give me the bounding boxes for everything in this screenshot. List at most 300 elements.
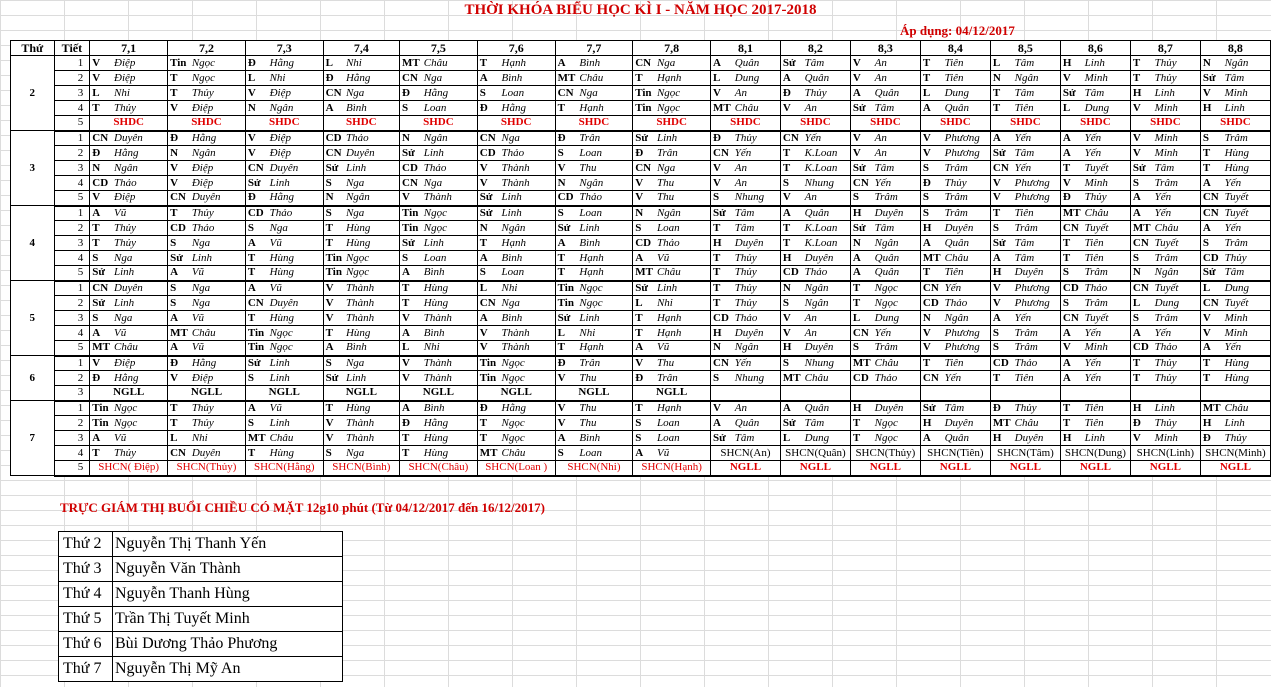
subject-code: V [711,176,733,191]
teacher-name: Duyên [733,326,781,341]
subject-code: N [168,146,190,161]
subject-code: N [920,311,942,326]
teacher-name: Châu [1223,401,1271,416]
subject-code: Đ [245,56,267,71]
teacher-name: Linh [1223,101,1271,116]
teacher-name: Ngọc [655,86,711,101]
teacher-name: Nga [344,206,400,221]
subject-code: Sử [990,236,1012,251]
subject-code: L [245,71,267,86]
subject-code: Sử [850,161,872,176]
teacher-name: Châu [803,371,851,386]
subject-code: V [920,326,942,341]
teacher-name: Ngân [500,221,556,236]
subject-code: V [90,191,112,206]
teacher-name: An [873,56,921,71]
teacher-name: Bình [500,71,556,86]
subject-code: CN [850,326,872,341]
teacher-name: Vũ [112,206,168,221]
period-row [11,371,1271,386]
subject-code: A [780,401,802,416]
subject-code: S [168,296,190,311]
teacher-name: Hùng [344,326,400,341]
teacher-name: Nga [112,251,168,266]
subject-code: L [633,296,655,311]
teacher-name: Tiên [943,266,991,281]
subject-code: V [850,146,872,161]
teacher-name: Điệp [190,176,246,191]
period-number: 3 [54,86,90,101]
teacher-name: Thủy [1083,191,1131,206]
teacher-name: Ngọc [422,221,478,236]
subject-code: A [400,266,422,281]
duty-row [59,607,343,632]
teacher-name: Thảo [655,236,711,251]
subject-code: Đ [168,131,190,146]
class-header: 8,8 [1200,41,1270,56]
teacher-name: Hùng [268,266,324,281]
subject-code: V [400,311,422,326]
subject-code: T [1130,56,1152,71]
teacher-name: Hằng [190,131,246,146]
subject-code: N [1130,266,1152,281]
subject-code: S [555,146,577,161]
teacher-name: Thành [422,311,478,326]
subject-code: N [780,281,802,296]
teacher-name: Phương [943,326,991,341]
teacher-name: Tâm [873,101,921,116]
teacher-name: Ngọc [577,296,632,311]
subject-code: Sử [400,146,422,161]
subject-code: N [850,236,872,251]
subject-code: Sử [555,311,577,326]
period-number: 1 [54,401,90,416]
teacher-name: Thủy [733,131,781,146]
duty-teacher: Nguyễn Thanh Hùng [113,582,343,607]
subject-code: CN [711,146,733,161]
teacher-name: Trân [655,371,711,386]
subject-code: A [323,341,344,356]
activity-cell: NGLL [633,386,711,401]
teacher-name: Thủy [1153,356,1201,371]
teacher-name: Dung [1083,101,1131,116]
teacher-name: Ngân [655,206,711,221]
activity-cell: NGLL [168,386,246,401]
teacher-name: Trâm [873,341,921,356]
period-row [11,461,1271,476]
teacher-name: Duyên [268,296,324,311]
teacher-name: Nga [268,221,324,236]
subject-code: T [245,446,267,461]
subject-code: CN [168,191,190,206]
teacher-name: Châu [1153,221,1201,236]
subject-code: A [633,446,655,461]
teacher-name: Điệp [190,161,246,176]
subject-code: CD [400,161,422,176]
teacher-name: Hùng [344,221,400,236]
subject-code: Sử [1130,161,1152,176]
teacher-name: Thủy [1223,251,1271,266]
teacher-name: An [733,401,781,416]
subject-code: S [1130,251,1152,266]
subject-code: CN [780,131,802,146]
period-row [11,311,1271,326]
teacher-name: Linh [268,416,324,431]
teacher-name: Yến [1083,146,1131,161]
subject-code: V [400,191,422,206]
subject-code: A [1200,341,1222,356]
subject-code: T [90,221,112,236]
teacher-name: Hùng [422,446,478,461]
subject-code: S [990,341,1012,356]
activity-cell: SHDC [1060,116,1130,131]
teacher-name: Thủy [943,176,991,191]
subject-code: CN [323,146,344,161]
duty-row [59,557,343,582]
period-row [11,356,1271,371]
teacher-name: Dung [803,431,851,446]
subject-code: T [90,101,112,116]
teacher-name: Nga [344,356,400,371]
teacher-name: Trân [577,131,632,146]
subject-code: Sử [850,101,872,116]
teacher-name: Tiên [1083,416,1131,431]
teacher-name: An [873,146,921,161]
teacher-name: Duyên [873,206,921,221]
subject-code: T [780,221,802,236]
teacher-name: Quân [803,206,851,221]
subject-code: CD [1130,341,1152,356]
teacher-name: Trâm [1223,236,1271,251]
teacher-name: Duyên [1013,431,1061,446]
day-label: 4 [11,206,55,281]
subject-code: N [711,341,733,356]
teacher-name: Vũ [190,341,246,356]
subject-code: T [990,206,1012,221]
subject-code: T [1060,416,1082,431]
teacher-name: Nhi [500,281,556,296]
teacher-name: Duyên [190,446,246,461]
subject-code: L [1200,281,1222,296]
teacher-name: Ngọc [873,296,921,311]
teacher-name: Loan [655,431,711,446]
teacher-name: Tâm [1223,266,1271,281]
teacher-name: Hùng [344,401,400,416]
subject-code: Tin [633,86,655,101]
period-number: 5 [54,266,90,281]
teacher-name: Vũ [268,236,324,251]
shcn-cell: SHCN(Quân) [780,446,850,461]
subject-code: S [323,446,344,461]
subject-code: S [920,161,942,176]
subject-code: CD [168,221,190,236]
teacher-name: Thảo [873,371,921,386]
subject-code: V [400,356,422,371]
teacher-name: Tuyết [1223,206,1271,221]
teacher-name: Châu [1083,206,1131,221]
shcn-cell: SHCN(Minh) [1200,446,1270,461]
teacher-name: An [803,326,851,341]
subject-code: Sử [90,266,112,281]
subject-code: A [850,251,872,266]
teacher-name: Yến [1153,206,1201,221]
teacher-name: Thành [344,281,400,296]
teacher-name: Thảo [112,176,168,191]
subject-code: V [555,416,577,431]
teacher-name: Hùng [1223,371,1271,386]
teacher-name: Ngọc [500,416,556,431]
subject-code: L [850,311,872,326]
subject-code: S [245,416,267,431]
subject-code: Đ [1060,191,1082,206]
teacher-name: Minh [1083,176,1131,191]
subject-code: Tin [477,356,499,371]
subject-code: T [477,431,499,446]
teacher-name: An [733,161,781,176]
subject-code: CN [920,371,942,386]
subject-code: T [780,146,802,161]
subject-code: Tin [245,341,267,356]
subject-code: T [477,236,499,251]
teacher-name: Châu [733,101,781,116]
shcn-cell: SHCN(Bình) [323,461,399,476]
period-row [11,326,1271,341]
subject-code: MT [1060,206,1082,221]
timetable [10,40,1271,477]
subject-code: T [780,161,802,176]
activity-cell [1060,386,1130,401]
teacher-name: Thủy [733,266,781,281]
subject-code: A [990,311,1012,326]
subject-code: CN [1130,236,1152,251]
subject-code: Đ [168,356,190,371]
subject-code: S [990,326,1012,341]
teacher-name: Dung [733,71,781,86]
subject-code: V [1130,431,1152,446]
subject-code: Sử [920,401,942,416]
teacher-name: Tuyết [1083,311,1131,326]
teacher-name: Minh [1153,146,1201,161]
teacher-name: Nhi [422,341,478,356]
subject-code: V [920,341,942,356]
teacher-name: Vũ [190,311,246,326]
teacher-name: Thành [422,371,478,386]
subject-code: S [555,206,577,221]
activity-cell: NGLL [477,386,555,401]
teacher-name: Thu [655,356,711,371]
subject-code: T [1130,371,1152,386]
subject-code: CN [400,176,422,191]
teacher-name: Hùng [1223,146,1271,161]
subject-code: N [633,206,655,221]
teacher-name: Hằng [190,356,246,371]
teacher-name: Trâm [1153,311,1201,326]
teacher-name: Linh [268,356,324,371]
subject-code: Tin [323,251,344,266]
subject-code: T [245,311,267,326]
teacher-name: Quân [803,71,851,86]
subject-code: MT [168,326,190,341]
teacher-name: Loan [500,266,556,281]
subject-code: V [990,191,1012,206]
teacher-name: Bình [422,326,478,341]
teacher-name: Thủy [733,251,781,266]
subject-code: A [711,56,733,71]
subject-code: Tin [400,206,422,221]
teacher-name: Phương [943,341,991,356]
subject-code: N [1200,56,1222,71]
subject-code: V [633,191,655,206]
teacher-name: Hùng [344,236,400,251]
subject-code: MT [920,251,942,266]
subject-code: A [1060,356,1082,371]
class-header: 7,8 [633,41,711,56]
subject-code: CN [477,296,499,311]
subject-code: H [780,251,802,266]
subject-code: V [323,431,344,446]
subject-code: Sử [400,236,422,251]
teacher-name: Nhung [733,371,781,386]
teacher-name: Tâm [1013,251,1061,266]
subject-code: V [850,56,872,71]
subject-code: Đ [555,131,577,146]
subject-code: T [780,236,802,251]
teacher-name: Bình [500,251,556,266]
activity-cell [850,386,920,401]
subject-code: V [477,341,499,356]
period-row [11,101,1271,116]
subject-code: T [920,56,942,71]
subject-code: A [1060,326,1082,341]
class-header: 8,5 [990,41,1060,56]
teacher-name: Ngọc [873,416,921,431]
period-number: 5 [54,116,90,131]
subject-code: A [780,71,802,86]
period-row [11,116,1271,131]
teacher-name: Nga [500,296,556,311]
teacher-name: Tâm [803,416,851,431]
teacher-name: Linh [268,371,324,386]
subject-code: MT [990,416,1012,431]
period-number: 3 [54,431,90,446]
teacher-name: Yến [733,356,781,371]
subject-code: T [850,296,872,311]
teacher-name: Thủy [112,221,168,236]
period-row [11,281,1271,296]
teacher-name: Trâm [1153,251,1201,266]
teacher-name: Thảo [733,311,781,326]
period-number: 1 [54,206,90,221]
activity-cell: SHDC [477,116,555,131]
teacher-name: Thu [577,401,632,416]
teacher-name: Vũ [112,326,168,341]
duty-row [59,632,343,657]
subject-code: A [1130,206,1152,221]
duty-teacher: Bùi Dương Thảo Phương [113,632,343,657]
period-row [11,386,1271,401]
teacher-name: Ngân [422,131,478,146]
subject-code: Tin [245,326,267,341]
subject-code: A [1130,191,1152,206]
teacher-name: Châu [1013,416,1061,431]
shcn-cell: SHCN(Tâm) [990,446,1060,461]
teacher-name: Ngân [1013,71,1061,86]
page-title: THỜI KHÓA BIỂU HỌC KÌ I - NĂM HỌC 2017-2018 [464,2,817,18]
teacher-name: Ngọc [422,206,478,221]
teacher-name: Minh [1223,86,1271,101]
subject-code: S [633,416,655,431]
subject-code: T [168,206,190,221]
teacher-name: Thảo [803,266,851,281]
subject-code: N [323,191,344,206]
subject-code: S [1060,296,1082,311]
subject-code: S [90,311,112,326]
subject-code: Đ [90,146,112,161]
ngll-cell: NGLL [1200,461,1270,476]
class-header: 8,6 [1060,41,1130,56]
subject-code: A [245,281,267,296]
subject-code: Đ [323,71,344,86]
subject-code: Tin [323,266,344,281]
teacher-name: Trân [577,356,632,371]
teacher-name: Nga [190,281,246,296]
period-row [11,401,1271,416]
subject-code: Đ [400,416,422,431]
subject-code: Đ [90,371,112,386]
subject-code: H [711,236,733,251]
activity-cell: NGLL [323,386,399,401]
teacher-name: Loan [422,101,478,116]
subject-code: A [168,266,190,281]
subject-code: S [323,356,344,371]
teacher-name: Thành [500,341,556,356]
subject-code: Đ [633,146,655,161]
subject-code: S [780,296,802,311]
subject-code: Đ [477,401,499,416]
subject-code: A [850,86,872,101]
subject-code: Sử [850,221,872,236]
shcn-cell: SHCN(Loan ) [477,461,555,476]
teacher-name: Duyên [733,236,781,251]
day-header: Thứ [11,41,55,56]
activity-cell: NGLL [400,386,478,401]
teacher-name: Phương [1013,281,1061,296]
subject-code: V [1130,131,1152,146]
teacher-name: Phương [943,146,991,161]
period-number: 3 [54,386,90,401]
subject-code: Sử [780,56,802,71]
subject-code: CN [555,86,577,101]
teacher-name: Yến [1083,371,1131,386]
teacher-name: K.Loan [803,146,851,161]
teacher-name: Tiên [1083,236,1131,251]
teacher-name: Ngọc [577,281,632,296]
subject-code: V [920,131,942,146]
subject-code: S [1060,266,1082,281]
teacher-name: Thu [577,161,632,176]
teacher-name: Nga [344,86,400,101]
subject-code: CN [1200,206,1222,221]
period-row [11,176,1271,191]
subject-code: L [400,341,422,356]
teacher-name: Trâm [1083,296,1131,311]
teacher-name: Thảo [422,161,478,176]
subject-code: Sử [711,431,733,446]
subject-code: Sử [168,251,190,266]
subject-code: V [168,161,190,176]
teacher-name: Nhi [655,296,711,311]
subject-code: N [90,161,112,176]
